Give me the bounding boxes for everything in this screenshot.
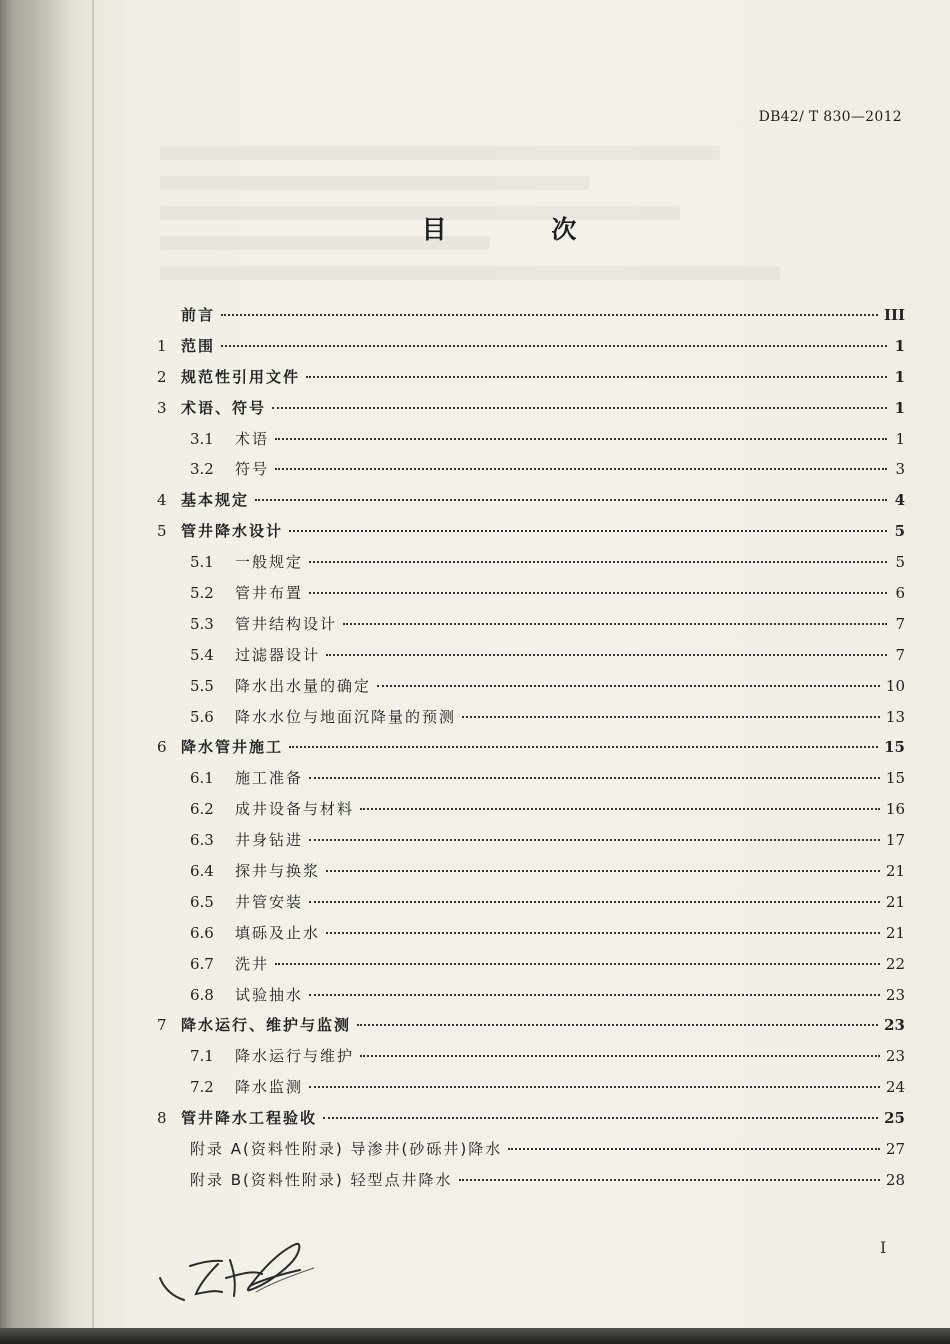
toc-entry [157, 1169, 905, 1200]
toc-entry-title: 成井设备与材料 [235, 800, 355, 819]
toc-entry-number: 7 [157, 1016, 167, 1035]
toc-entry [157, 582, 905, 613]
toc-entry [157, 736, 905, 767]
toc-entry-number: 3.1 [190, 429, 214, 448]
toc-entry [157, 675, 905, 706]
toc-entry [157, 891, 905, 922]
dot-leader [326, 870, 880, 872]
toc-entry-title: 降水监测 [235, 1078, 304, 1097]
dot-leader [309, 777, 880, 779]
toc-entry-number: 5.2 [190, 584, 214, 603]
toc-entry-number: 3.2 [190, 460, 214, 479]
toc-entry-number: 6.1 [190, 769, 214, 788]
dot-leader [309, 901, 880, 903]
toc-entry-title: 洗井 [235, 954, 270, 973]
toc-entry [157, 1045, 905, 1076]
dot-leader [326, 654, 887, 656]
toc-entry [157, 798, 905, 829]
toc-entry-title: 管井降水设计 [181, 522, 284, 541]
toc-entry-number: 6.3 [190, 831, 214, 850]
toc-entry-page: 15 [885, 769, 905, 788]
toc-entry-page: 1 [895, 429, 905, 448]
toc-entry-page: 21 [885, 923, 905, 942]
toc-entry [157, 428, 905, 459]
scan-bottom-edge [0, 1328, 950, 1344]
bleed-through-text [160, 266, 780, 280]
toc-entry-title: 范围 [181, 336, 216, 355]
dot-leader [459, 1179, 880, 1181]
dot-leader [275, 468, 887, 470]
toc-entry-page: 3 [895, 460, 905, 479]
toc-entry-page: 21 [885, 892, 905, 911]
toc-entry-title: 一般规定 [235, 553, 304, 572]
toc-entry-page: 23 [885, 985, 905, 1004]
toc-entry [157, 458, 905, 489]
toc-entry [157, 767, 905, 798]
toc-entry-title: 井管安装 [235, 892, 304, 911]
dot-leader [462, 716, 880, 718]
dot-leader [309, 994, 880, 996]
toc-entry [157, 613, 905, 644]
toc-entry [157, 489, 905, 520]
dot-leader [377, 685, 880, 687]
toc-entry-page: 5 [895, 553, 905, 572]
toc-entry-number: 5.1 [190, 553, 214, 572]
toc-entry-number: 8 [157, 1109, 167, 1128]
toc-entry [157, 860, 905, 891]
toc-entry [157, 304, 905, 335]
toc-entry-page: 5 [894, 522, 905, 541]
toc-entry [157, 1014, 905, 1045]
dot-leader [255, 499, 887, 501]
toc-entry-title: 降水运行、维护与监测 [181, 1016, 352, 1035]
toc-entry-page: 10 [885, 676, 905, 695]
toc-entry-number: 5 [157, 522, 167, 541]
toc-entry-number: 6.7 [190, 954, 214, 973]
toc-entry-title: 符号 [235, 460, 270, 479]
toc-entry-title: 术语、符号 [181, 398, 267, 417]
toc-entry [157, 366, 905, 397]
page-number: I [880, 1238, 887, 1257]
dot-leader [360, 808, 880, 810]
toc-entry-page: 16 [885, 800, 905, 819]
toc-entry-title: 试验抽水 [235, 985, 304, 1004]
dot-leader [309, 592, 887, 594]
toc-entry-title: 附录 A(资料性附录) 导渗井(砂砾井)降水 [190, 1140, 503, 1159]
bleed-through-text [160, 146, 720, 160]
toc-entry-page: 28 [885, 1170, 905, 1189]
toc-entry-title: 降水出水量的确定 [235, 676, 372, 695]
toc-entry-number: 6.6 [190, 923, 214, 942]
toc-entry-number: 6.5 [190, 892, 214, 911]
toc-entry-title: 降水运行与维护 [235, 1047, 355, 1066]
toc-entry-number: 5.6 [190, 707, 214, 726]
dot-leader [272, 407, 887, 409]
toc-entry-number: 7.1 [190, 1047, 214, 1066]
toc-entry-title: 降水水位与地面沉降量的预测 [235, 707, 457, 726]
toc-entry-number: 5.4 [190, 645, 214, 664]
toc-entry [157, 644, 905, 675]
dot-leader [275, 438, 887, 440]
toc-entry-page: 23 [884, 1016, 905, 1035]
toc-entry [157, 984, 905, 1015]
toc-entry-number: 1 [157, 336, 167, 355]
toc-entry-title: 管井布置 [235, 584, 304, 603]
table-of-contents [157, 304, 905, 1200]
toc-entry-page: 23 [885, 1047, 905, 1066]
toc-entry-title: 规范性引用文件 [181, 367, 301, 386]
dot-leader [508, 1148, 880, 1150]
toc-entry [157, 953, 905, 984]
toc-entry-title: 施工准备 [235, 769, 304, 788]
toc-entry-page: 25 [884, 1109, 905, 1128]
toc-entry-title: 过滤器设计 [235, 645, 321, 664]
toc-entry-title: 术语 [235, 429, 270, 448]
dot-leader [360, 1055, 880, 1057]
toc-entry-page: 4 [894, 491, 905, 510]
toc-entry-page: III [883, 306, 905, 324]
toc-entry-title: 附录 B(资料性附录) 轻型点井降水 [190, 1170, 453, 1189]
dot-leader [221, 345, 887, 347]
toc-entry-number: 5.3 [190, 614, 214, 633]
toc-entry-page: 6 [895, 584, 905, 603]
toc-entry-title: 填砾及止水 [235, 923, 321, 942]
page-title: 目 次 [421, 215, 625, 244]
dot-leader [275, 963, 880, 965]
toc-entry-number: 3 [157, 398, 167, 417]
toc-entry [157, 397, 905, 428]
toc-entry [157, 1138, 905, 1169]
handwritten-signature [150, 1230, 320, 1310]
toc-entry-page: 17 [885, 831, 905, 850]
toc-entry-title: 管井降水工程验收 [181, 1109, 318, 1128]
toc-entry-title: 前言 [181, 306, 216, 324]
toc-entry [157, 829, 905, 860]
toc-entry-page: 1 [894, 367, 905, 386]
toc-entry-page: 15 [884, 738, 905, 757]
document-code: DB42/ T 830—2012 [758, 109, 902, 125]
toc-entry [157, 1107, 905, 1138]
toc-entry-page: 27 [885, 1140, 905, 1159]
toc-entry [157, 335, 905, 366]
toc-entry-number: 6.2 [190, 800, 214, 819]
dot-leader [326, 932, 880, 934]
binding-shadow [0, 0, 70, 1344]
dot-leader [309, 839, 880, 841]
toc-entry-page: 13 [885, 707, 905, 726]
page-edge-line [92, 0, 94, 1344]
toc-entry-title: 管井结构设计 [235, 614, 338, 633]
toc-entry-number: 2 [157, 367, 167, 386]
toc-entry-number: 6.8 [190, 985, 214, 1004]
toc-entry-number: 5.5 [190, 676, 214, 695]
dot-leader [323, 1117, 878, 1119]
toc-entry-page: 21 [885, 862, 905, 881]
dot-leader [289, 746, 878, 748]
dot-leader [309, 561, 887, 563]
toc-entry-page: 22 [885, 954, 905, 973]
dot-leader [306, 376, 887, 378]
toc-entry [157, 922, 905, 953]
dot-leader [221, 314, 878, 316]
toc-entry-title: 井身钻进 [235, 831, 304, 850]
dot-leader [309, 1086, 880, 1088]
toc-entry-page: 7 [895, 645, 905, 664]
toc-entry-page: 1 [894, 336, 905, 355]
toc-entry-number: 6.4 [190, 862, 214, 881]
dot-leader [343, 623, 887, 625]
toc-entry-page: 7 [895, 614, 905, 633]
toc-entry [157, 551, 905, 582]
toc-entry [157, 520, 905, 551]
toc-entry-page: 24 [885, 1078, 905, 1097]
toc-entry [157, 706, 905, 737]
toc-entry [157, 1076, 905, 1107]
toc-entry-title: 降水管井施工 [181, 738, 284, 757]
dot-leader [357, 1024, 878, 1026]
toc-entry-number: 7.2 [190, 1078, 214, 1097]
toc-entry-number: 6 [157, 738, 167, 757]
toc-entry-number: 4 [157, 491, 167, 510]
toc-entry-page: 1 [894, 398, 905, 417]
dot-leader [289, 530, 887, 532]
toc-entry-title: 探井与换浆 [235, 862, 321, 881]
toc-entry-title: 基本规定 [181, 491, 250, 510]
bleed-through-text [160, 176, 590, 190]
